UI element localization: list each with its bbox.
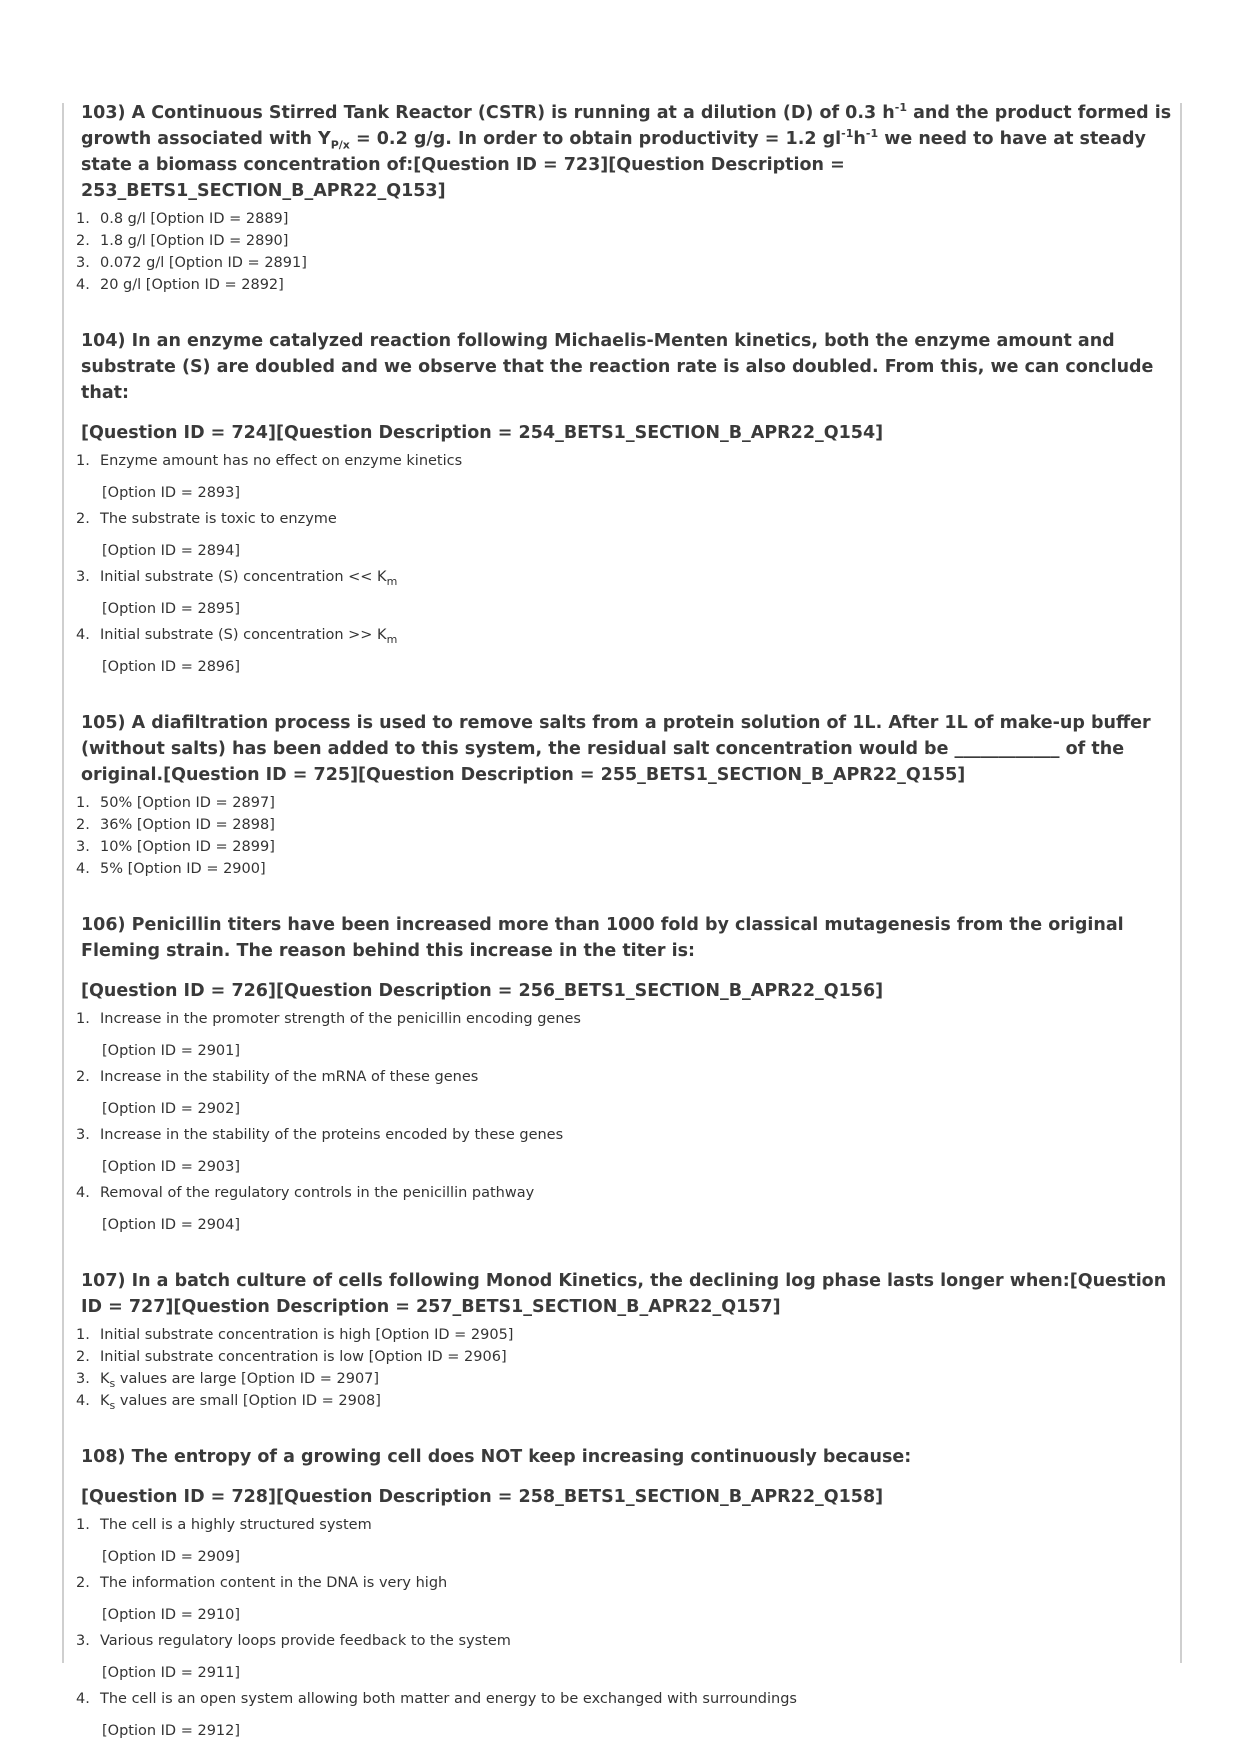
option-item: 2. The substrate is toxic to enzyme [Option ID = 2894] — [76, 511, 337, 559]
question-107 — [72, 1268, 1172, 1412]
option-item: 1. 50% [Option ID = 2897] — [76, 795, 275, 811]
option-item: 4. The cell is an open system allowing both matter and energy to be exchanged with surroundings [Option ID = 2912] — [76, 1691, 797, 1739]
question-104 — [72, 328, 1172, 678]
option-item: 2. 1.8 g/l [Option ID = 2890] — [76, 233, 289, 249]
option-item: 2. Increase in the stability of the mRNA of these genes [Option ID = 2902] — [76, 1069, 479, 1117]
question-text: 104) In an enzyme catalyzed reaction following Michaelis-Menten kinetics, both the enzyme amount and substrate (S) are doubled and we observe that the reaction rate is also doubled. From this, we can conclude that: — [81, 331, 1154, 403]
option-item: 4. Initial substrate (S) concentration >> $K_m$ [Option ID = 2896] — [76, 627, 398, 675]
question-103 — [72, 100, 1172, 296]
question-text: 103) A Continuous Stirred Tank Reactor (CSTR) is running at a dilution (D) of 0.3 $h^{-1}$ and the product formed is growth associated with $Y_{P/x} = 0.2$ g/g. In order to obtain productivity = 1.2 $gl^{-1}h^{-1}$ we need to have at steady state a biomass concentration of:[Question ID = 723][Question Description = 253_BETS1_SECTION_B_APR22_Q153] — [81, 101, 1172, 201]
option-item: 3. Increase in the stability of the proteins encoded by these genes [Option ID = 2903] — [76, 1127, 564, 1175]
option-item: 2. 36% [Option ID = 2898] — [76, 817, 275, 833]
question-text: 105) A diafiltration process is used to remove salts from a protein solution of 1L. After 1L of make-up buffer (without salts) has been added to this system, the residual salt concentration would be ____________ of the original.[Question ID = 725][Question Description = 255_BETS1_SECTION_B_APR22_Q155] — [81, 713, 1151, 785]
option-item: 4. 5% [Option ID = 2900] — [76, 861, 266, 877]
option-list — [72, 450, 1172, 678]
option-item: 3. Various regulatory loops provide feedback to the system [Option ID = 2911] — [76, 1633, 511, 1681]
question-text: 107) In a batch culture of cells following Monod Kinetics, the declining log phase lasts longer when:[Question ID = 727][Question Description = 257_BETS1_SECTION_B_APR22_Q157] — [81, 1271, 1167, 1317]
option-item: 3. $K_s$ values are large [Option ID = 2907] — [76, 1371, 380, 1390]
question-text: 108) The entropy of a growing cell does NOT keep increasing continuously because: — [81, 1447, 912, 1467]
question-text: 106) Penicillin titers have been increased more than 1000 fold by classical mutagenesis from the original Fleming strain. The reason behind this increase in the titer is: — [81, 915, 1124, 961]
question-106 — [72, 912, 1172, 1236]
option-item: 1. Increase in the promoter strength of the penicillin encoding genes [Option ID = 2901] — [76, 1011, 581, 1059]
option-item: 3. 10% [Option ID = 2899] — [76, 839, 275, 855]
question-105 — [72, 710, 1172, 880]
option-list — [72, 208, 1172, 296]
option-list — [72, 1324, 1172, 1412]
question-id: [Question ID = 728][Question Description = 258_BETS1_SECTION_B_APR22_Q158] — [81, 1487, 884, 1507]
option-item: 4. $K_s$ values are small [Option ID = 2908] — [76, 1393, 381, 1412]
option-item: 1. Initial substrate concentration is high [Option ID = 2905] — [76, 1327, 514, 1343]
option-item: 2. Initial substrate concentration is low [Option ID = 2906] — [76, 1349, 507, 1365]
question-108 — [72, 1444, 1172, 1742]
option-item: 3. Initial substrate (S) concentration << $K_m$ [Option ID = 2895] — [76, 569, 398, 617]
option-list — [72, 792, 1172, 880]
option-item: 3. 0.072 g/l [Option ID = 2891] — [76, 255, 307, 271]
option-item: 1. The cell is a highly structured system [Option ID = 2909] — [76, 1517, 372, 1565]
option-list — [72, 1514, 1172, 1742]
option-item: 1. 0.8 g/l [Option ID = 2889] — [76, 211, 289, 227]
option-item: 1. Enzyme amount has no effect on enzyme kinetics [Option ID = 2893] — [76, 453, 463, 501]
option-list — [72, 1008, 1172, 1236]
question-list — [72, 100, 1172, 1754]
question-id: [Question ID = 726][Question Description = 256_BETS1_SECTION_B_APR22_Q156] — [81, 981, 884, 1001]
question-id: [Question ID = 724][Question Description = 254_BETS1_SECTION_B_APR22_Q154] — [81, 423, 884, 443]
option-item: 4. Removal of the regulatory controls in the penicillin pathway [Option ID = 2904] — [76, 1185, 535, 1233]
option-item: 4. 20 g/l [Option ID = 2892] — [76, 277, 284, 293]
option-item: 2. The information content in the DNA is very high [Option ID = 2910] — [76, 1575, 448, 1623]
